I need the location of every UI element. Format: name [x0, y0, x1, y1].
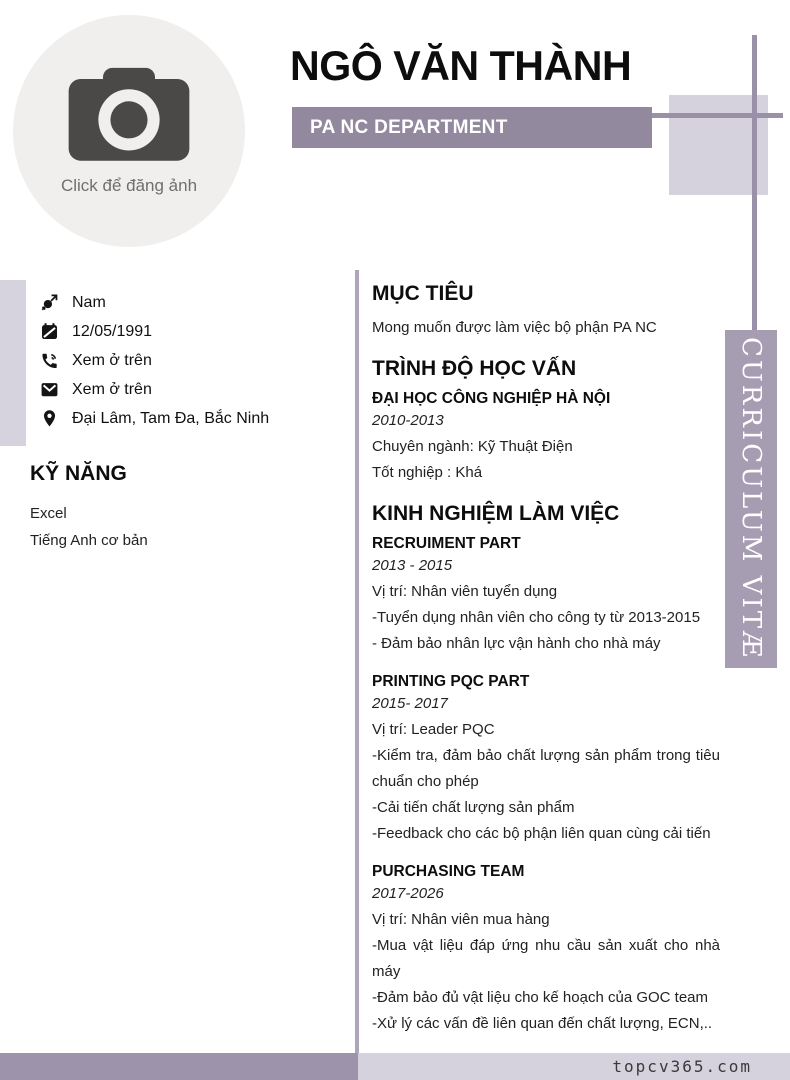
skill-item: Excel [30, 505, 67, 522]
job-bullet: -Mua vật liệu đáp ứng nhu cầu sản xuất cho nhà máy [372, 937, 720, 980]
photo-upload-caption: Click để đăng ảnh [60, 176, 198, 195]
department-bar [292, 107, 652, 148]
education-title: TRÌNH ĐỘ HỌC VẤN [372, 357, 577, 380]
curriculum-vitae-text: CURRICULUM VITÆ [736, 337, 766, 661]
education-detail: Tốt nghiệp : Khá [372, 464, 483, 481]
education-school: ĐẠI HỌC CÔNG NGHIỆP HÀ NỘI [372, 390, 611, 407]
job-years: 2013 - 2015 [372, 557, 453, 574]
birthdate-value: 12/05/1991 [72, 322, 153, 340]
job-entry [372, 535, 720, 657]
decor-vertical-line [752, 35, 757, 330]
email-value: Xem ở trên [72, 380, 152, 398]
objective-section [372, 282, 720, 341]
job-bullet: -Kiểm tra, đảm bảo chất lượng sản phẩm trong tiêu chuẩn cho phép [372, 747, 720, 790]
education-years: 2010-2013 [372, 412, 444, 429]
gender-value: Nam [72, 293, 106, 311]
job-position: Vị trí: Leader PQC [372, 721, 495, 738]
contact-row-gender [40, 288, 340, 317]
camera-icon [59, 66, 199, 170]
job-position: Vị trí: Nhân viên tuyển dụng [372, 583, 558, 600]
objective-title: MỤC TIÊU [372, 282, 474, 305]
job-bullet: -Cải tiến chất lượng sản phẩm [372, 799, 575, 816]
decor-horizontal-line [652, 113, 783, 118]
job-bullet: -Đảm bảo đủ vật liệu cho kế hoạch của GOC team [372, 989, 709, 1006]
job-bullet: -Feedback cho các bộ phận liên quan cùng cải tiến [372, 825, 711, 842]
contact-row-email [40, 375, 340, 404]
job-years: 2015- 2017 [372, 695, 448, 712]
footer-bar [358, 1053, 790, 1080]
education-section [372, 357, 720, 486]
main-column [372, 282, 720, 1037]
contact-info-list [40, 288, 340, 433]
location-icon [40, 409, 59, 428]
experience-section [372, 502, 720, 1037]
decor-left-accent-bar [0, 280, 26, 446]
job-company: PRINTING PQC PART [372, 673, 530, 690]
job-bullet: -Xử lý các vấn đề liên quan đến chất lượng, ECN,.. [372, 1015, 713, 1032]
job-company: PURCHASING TEAM [372, 863, 525, 880]
skill-item: Tiếng Anh cơ bản [30, 532, 148, 549]
contact-row-address [40, 404, 340, 433]
department-label: PA NC DEPARTMENT [310, 116, 508, 138]
skills-section [30, 462, 330, 554]
job-position: Vị trí: Nhân viên mua hàng [372, 911, 550, 928]
calendar-icon [40, 322, 59, 341]
footer-accent-block [0, 1053, 358, 1080]
job-entry [372, 863, 720, 1037]
job-bullet: -Tuyển dụng nhân viên cho công ty từ 2013-2015 [372, 609, 701, 626]
objective-text: Mong muốn được làm việc bộ phận PA NC [372, 319, 657, 336]
footer-brand: topcv365.com [612, 1057, 752, 1076]
job-company: RECRUIMENT PART [372, 535, 521, 552]
curriculum-vitae-banner [725, 330, 777, 668]
education-detail: Chuyên ngành: Kỹ Thuật Điện [372, 438, 573, 455]
decor-column-divider [355, 270, 359, 1053]
mail-icon [40, 380, 59, 399]
job-years: 2017-2026 [372, 885, 444, 902]
candidate-name: NGÔ VĂN THÀNH [290, 42, 632, 89]
job-entry [372, 673, 720, 847]
photo-upload-placeholder[interactable] [13, 15, 245, 247]
contact-row-birthdate [40, 317, 340, 346]
gender-icon [40, 293, 59, 312]
phone-value: Xem ở trên [72, 351, 152, 369]
address-value: Đại Lâm, Tam Đa, Bắc Ninh [72, 409, 270, 427]
experience-title: KINH NGHIỆM LÀM VIỆC [372, 502, 620, 525]
phone-icon [40, 351, 59, 370]
skills-title: KỸ NĂNG [30, 462, 127, 485]
contact-row-phone [40, 346, 340, 375]
job-bullet: - Đảm bảo nhân lực vận hành cho nhà máy [372, 635, 661, 652]
